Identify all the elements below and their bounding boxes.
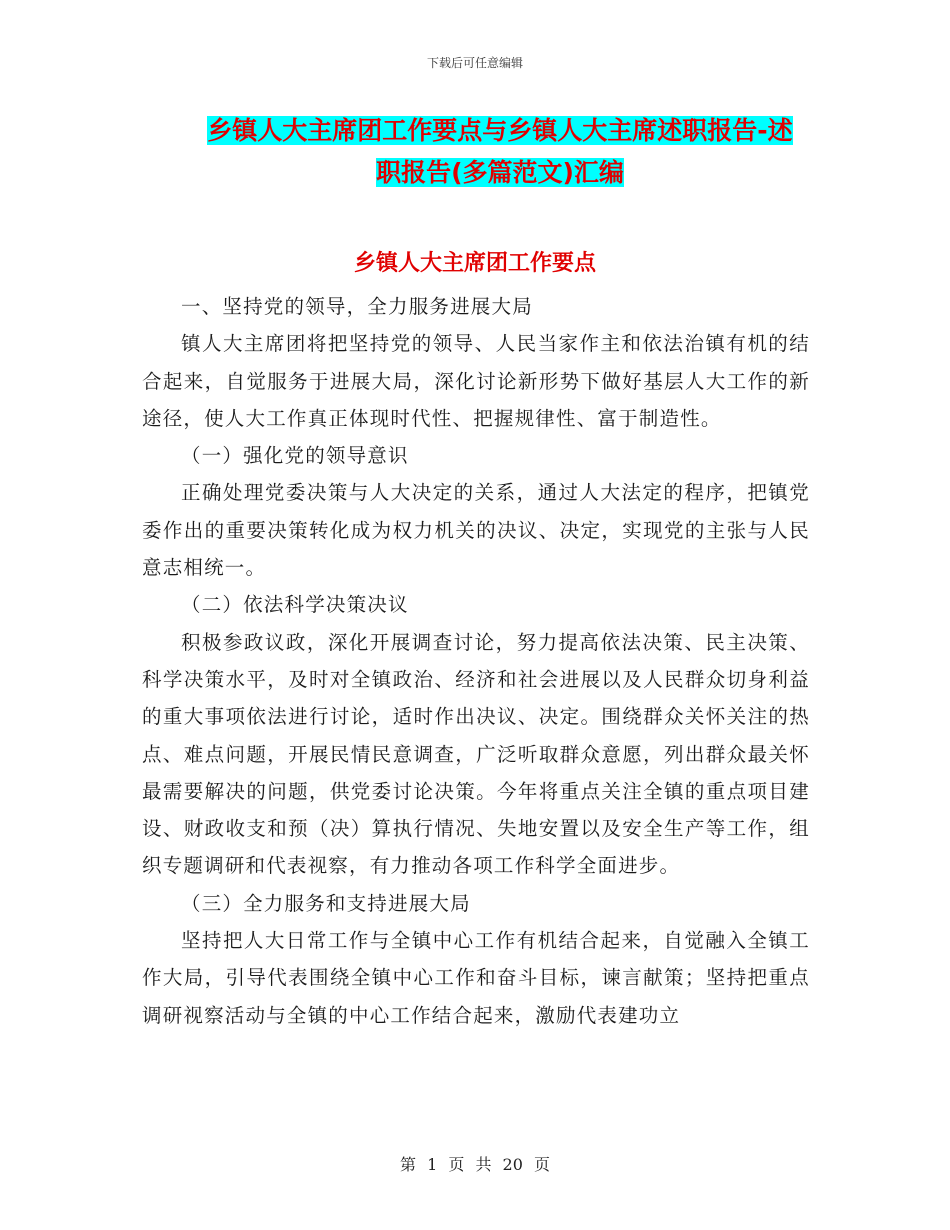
paragraph: 镇人大主席团将把坚持党的领导、人民当家作主和依法治镇有机的结合起来，自觉服务于进展大局，深化讨论新形势下做好基层人大工作的新途径，使人大工作真正体现时代性、把握规律性、富于制造性。 — [142, 332, 810, 430]
document-title-line-2: 职报告(多篇范文)汇编 — [376, 158, 624, 187]
document-body — [142, 288, 810, 1034]
paragraph: 积极参政议政，深化开展调查讨论，努力提高依法决策、民主决策、科学决策水平，及时对全镇政治、经济和社会进展以及人民群众切身利益的重大事项依法进行讨论，适时作出决议、决定。围绕群众关怀关注的热点、难点问题，开展民情民意调查，广泛听取群众意愿，列出群众最关怀最需要解决的问题，供党委讨论决策。今年将重点关注全镇的重点项目建设、财政收支和预（决）算执行情况、失地安置以及安全生产等工作，组织专题调研和代表视察，有力推动各项工作科学全面进步。 — [142, 630, 810, 878]
paragraph: 坚持把人大日常工作与全镇中心工作有机结合起来，自觉融入全镇工作大局，引导代表围绕全镇中心工作和奋斗目标，谏言献策；坚持把重点调研视察活动与全镇的中心工作结合起来，激励代表建功立 — [142, 929, 810, 1027]
document-title — [140, 110, 860, 194]
page-number: 第 1 页 共 20 页 — [400, 1155, 550, 1174]
page-header-note: 下载后可任意编辑 — [426, 56, 523, 70]
heading-1-party-leadership: 一、坚持党的领导，全力服务进展大局 — [181, 295, 533, 318]
subheading-serve-development: （三）全力服务和支持进展大局 — [181, 891, 471, 915]
document-title-line-1: 乡镇人大主席团工作要点与乡镇人大主席述职报告-述 — [207, 116, 793, 145]
section-heading: 乡镇人大主席团工作要点 — [353, 251, 596, 276]
subheading-strengthen-leadership: （一）强化党的领导意识 — [181, 444, 409, 468]
paragraph: 正确处理党委决策与人大决定的关系，通过人大法定的程序，把镇党委作出的重要决策转化成为权力机关的决议、决定，实现党的主张与人民意志相统一。 — [142, 481, 810, 580]
subheading-lawful-decisions: （二）依法科学决策决议 — [181, 593, 409, 617]
